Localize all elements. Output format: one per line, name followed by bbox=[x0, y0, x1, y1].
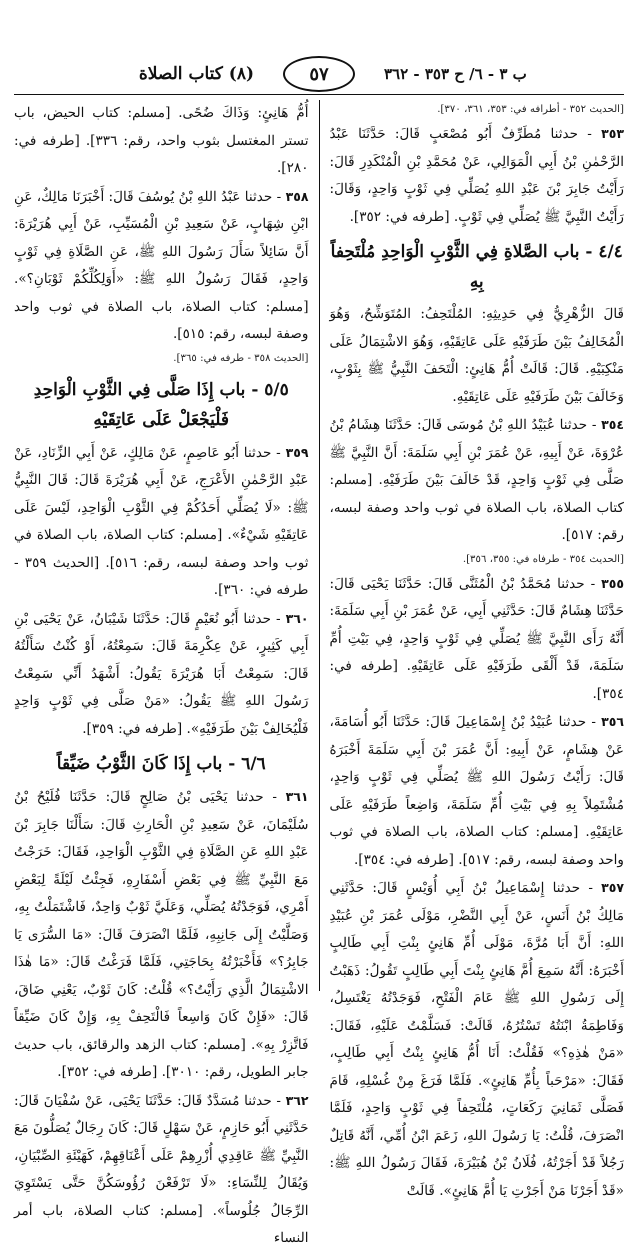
page-number: ٥٧ bbox=[309, 63, 329, 85]
hadith-text: - حدثنا أَبُو عَاصِمٍ، عَنْ مَالِكٍ، عَنْ أَبِي الزِّنَادِ، عَنْ عَبْدِ الرَّحْمٰنِ الأَعْرَجِ، عَنْ أَبِي هُرَيْرَةَ قَالَ: قَالَ النَّبِيُّ ﷺ: «لَا يُصَلِّي أَحَدُكُمْ فِي الثَّوْبِ الْوَاحِدِ، لَيْسَ عَلَى عَاتِقَيْهِ شَيْءٌ». [مسلم: كتاب الصلاة، باب الصلاة في ثوب واحد وصفة لبسه، رقم: ٥١٦]. [الحديث ٣٥٩ - طرفه في: ٣٦٠]. bbox=[13, 444, 309, 598]
hadith-paragraph bbox=[14, 1087, 309, 1253]
hadith-text: - حدثنا مُسَدَّدٌ قَالَ: حَدَّثَنَا يَحْيَى، عَنْ سُفْيَانَ قَالَ: حَدَّثَنِي أَبُو حَازِمٍ، عَنْ سَهْلٍ قَالَ: كَانَ رِجَالٌ يُصَلُّونَ مَعَ النَّبِيِّ ﷺ عَاقِدِي أُزْرِهِمْ عَلَى أَعْنَاقِهِمْ، كَهَيْئَةِ الصِّبْيَانِ، وَيُقَالُ لِلنِّسَاءِ: «لَا تَرْفَعْنَ رُؤُوسَكُنَّ حَتَّى يَسْتَوِيَ الرِّجَالُ جُلُوساً». [مسلم: كتاب الصلاة، باب أمر النساء bbox=[13, 1092, 309, 1246]
header-divider bbox=[14, 94, 624, 95]
text-columns bbox=[13, 100, 624, 1246]
chapter-heading: ٤/٤ - باب الصَّلاةِ فِي الثَّوْبِ الْوَاحِدِ مُلْتَحِفاً بِهِ bbox=[330, 242, 623, 292]
hadith-text: - حدثنا مُحَمَّدُ بْنُ الْمُثَنَّى قَالَ: حَدَّثَنَا يَحْيَى قَالَ: حَدَّثَنَا هِشَامٌ قَالَ: حَدَّثَنِي أَبِي، عَنْ عُمَرَ بْنِ أَبِي سَلَمَةَ: أَنَّهُ رَأَى النَّبِيَّ ﷺ يُصَلِّي فِي ثَوْبٍ وَاحِدٍ، فِي بَيْتِ أُمِّ سَلَمَةَ، قَدْ أَلْقَى طَرَفَيْهِ عَلَى عَاتِقَيْهِ. [طرفه في: ٣٥٤]. bbox=[329, 575, 624, 702]
hadith-number: ٣٥٤ bbox=[601, 417, 624, 432]
hadith-number: ٣٥٩ bbox=[285, 444, 309, 460]
chapter-heading: ٦/٦ - باب إِذَا كَانَ الثَّوْبُ ضَيِّقاً bbox=[56, 754, 266, 774]
hadith-paragraph bbox=[329, 874, 624, 1205]
hadith-paragraph bbox=[14, 183, 309, 349]
hadith-paragraph bbox=[14, 439, 309, 605]
hadith-number: ٣٦٠ bbox=[285, 610, 309, 626]
hadith-paragraph bbox=[329, 570, 624, 709]
page-header bbox=[14, 56, 624, 92]
hadith-paragraph bbox=[14, 783, 309, 1087]
chapter-heading: ٥/٥ - باب إِذَا صَلَّى فِي الثَّوْبِ الْوَاحِدِ فَلْيَجْعَلْ عَلَى عَاتِقَيْهِ bbox=[33, 379, 289, 430]
reference-note: [الحديث ٣٥٨ - طرفه في: ٣٦٥]. bbox=[173, 352, 309, 364]
hadith-number: ٣٥٥ bbox=[601, 575, 624, 591]
column-divider bbox=[319, 100, 320, 991]
hadith-number: ٣٥٣ bbox=[601, 126, 624, 141]
hadith-number: ٣٦٢ bbox=[285, 1092, 309, 1108]
hadith-number: ٣٥٨ bbox=[285, 188, 309, 204]
reference-note: [الحديث ٣٥٤ - طرفاه في: ٣٥٥، ٣٥٦]. bbox=[462, 553, 624, 565]
hadith-number: ٣٥٧ bbox=[601, 880, 624, 895]
left-column bbox=[13, 100, 309, 1246]
text-paragraph: أُمُّ هَانِئٍ: وَذَاكَ ضُحًى. [مسلم: كتاب الحيض، باب تستر المغتسل بثوب واحد، رقم: ٣٣٦]. [طرفه في: ٢٨٠]. bbox=[13, 105, 309, 176]
hadith-text: - حدثنا أَبُو نُعَيْمٍ قَالَ: حَدَّثَنَا شَيْبَانُ، عَنْ يَحْيَى بْنِ أَبِي كَثِيرٍ، عَنْ عِكْرِمَةَ قَالَ: سَمِعْتُهُ، أَوْ كُنْتُ سَأَلْتُهُ قَالَ: سَمِعْتُ أَبَا هُرَيْرَةَ يَقُولُ: أَشْهَدُ أَنِّي سَمِعْتُ رَسُولَ اللهِ ﷺ يَقُولُ: «مَنْ صَلَّى فِي ثَوْبٍ وَاحِدٍ فَلْيُخَالِفْ بَيْنَ طَرَفَيْهِ». [طرفه في: ٣٥٩]. bbox=[13, 610, 309, 737]
hadith-paragraph bbox=[329, 411, 624, 550]
hadith-paragraph bbox=[329, 120, 624, 231]
page-number-badge bbox=[283, 56, 355, 92]
text-paragraph: قَالَ الزُّهْرِيُّ فِي حَدِيثِهِ: المُلْتَحِفُ: المُتَوَشِّحُ، وَهُوَ الْمُخَالِفُ بَيْنَ طَرَفَيْهِ عَلَى عَاتِقَيْهِ، وَهُوَ الاشْتِمَالُ عَلَى مَنْكِبَيْهِ. قَالَ: قَالَتْ أُمُّ هَانِئٍ: الْتَحَفَ النَّبِيُّ ﷺ بِثَوْبٍ، وَخَالَفَ بَيْنَ طَرَفَيْهِ عَلَى عَاتِقَيْهِ. bbox=[329, 306, 624, 405]
hadith-text: - حدثنا مُطَرِّفٌ أَبُو مُصْعَبٍ قَالَ: حَدَّثَنَا عَبْدُ الرَّحْمٰنِ بْنُ أَبِي الْمَوَالِي، عَنْ مُحَمَّدِ بْنِ الْمُنْكَدِرِ قَالَ: رَأَيْتُ جَابِرَ بْنَ عَبْدِ اللهِ يُصَلِّي فِي ثَوْبٍ وَاحِدٍ، وَقَالَ: رَأَيْتُ النَّبِيَّ ﷺ يُصَلِّي فِي ثَوْبٍ. [طرفه في: ٣٥٢]. bbox=[329, 126, 624, 225]
hadith-text: - حدثنا عُبَيْدُ اللهِ بْنُ مُوسَى قَالَ: حَدَّثَنَا هِشَامُ بْنُ عُرْوَةَ، عَنْ أَبِيهِ، عَنْ عُمَرَ بْنِ أَبِي سَلَمَةَ: أَنَّ النَّبِيَّ ﷺ صَلَّى فِي ثَوْبٍ وَاحِدٍ، قَدْ خَالَفَ بَيْنَ طَرَفَيْهِ. [مسلم: كتاب الصلاة، باب الصلاة في ثوب واحد وصفة لبسه، رقم: ٥١٧]. bbox=[329, 417, 624, 543]
reference-note: [الحديث ٣٥٢ - أطرافه في: ٣٥٣، ٣٦١، ٣٧٠]. bbox=[437, 104, 624, 115]
hadith-text: - حدثنا عَبْدُ اللهِ بْنُ يُوسُفَ قَالَ: أَخْبَرَنَا مَالِكٌ، عَنِ ابْنِ شِهَابٍ، عَنْ سَعِيدِ بْنِ الْمُسَيِّبِ، عَنْ أَبِي هُرَيْرَةَ: أَنَّ سَائِلاً سَأَلَ رَسُولَ اللهِ ﷺ، عَنِ الصَّلَاةِ فِي ثَوْبٍ وَاحِدٍ، فَقَالَ رَسُولُ اللهِ ﷺ: «أَوَلِكُلِّكُمْ ثَوْبَانِ؟». [مسلم: كتاب الصلاة، باب الصلاة في ثوب واحد وصفة لبسه، رقم: ٥١٥]. bbox=[13, 188, 309, 342]
hadith-text: - حدثنا يَحْيَى بْنُ صَالِحٍ قَالَ: حَدَّثَنَا فُلَيْحُ بْنُ سُلَيْمَانَ، عَنْ سَعِيدِ بْنِ الْحَارِثِ قَالَ: سَأَلْنَا جَابِرَ بْنَ عَبْدِ اللهِ عَنِ الصَّلَاةِ فِي الثَّوْبِ الْوَاحِدِ، فَقَالَ: خَرَجْتُ مَعَ النَّبِيِّ ﷺ فِي بَعْضِ أَسْفَارِهِ، فَجِئْتُ لَيْلَةً لِبَعْضِ أَمْرِي، فَوَجَدْتُهُ يُصَلِّي، وَعَلَيَّ ثَوْبٌ وَاحِدٌ، فَاشْتَمَلْتُ بِهِ، وَصَلَّيْتُ إِلَى جَانِبِهِ، فَلَمَّا انْصَرَفَ قَالَ: «مَا السُّرَى يَا جَابِرُ؟» فَأَخْبَرْتُهُ بِحَاجَتِي، فَلَمَّا فَرَغْتُ قَالَ: «مَا هٰذَا الاشْتِمَالُ الَّذِي رَأَيْتُ؟» قُلْتُ: كَانَ ثَوْبٌ، يَعْنِي ضَاقَ، قَالَ: «فَإِنْ كَانَ وَاسِعاً فَالْتَحِفْ بِهِ، وَإِنْ كَانَ ضَيِّقاً فَاتَّزِرْ بِهِ». [مسلم: كتاب الزهد والرقائق، باب حديث جابر الطويل، رقم: ٣٠١٠]. [طرفه في: ٣٥٢]. bbox=[13, 789, 309, 1080]
book-title: (٨) كتاب الصلاة bbox=[138, 64, 254, 84]
right-column bbox=[329, 100, 624, 1199]
hadith-text: - حدثنا عُبَيْدُ بْنُ إِسْمَاعِيلَ قَالَ: حَدَّثَنَا أَبُو أُسَامَةَ، عَنْ هِشَامٍ، عَنْ أَبِيهِ: أَنَّ عُمَرَ بْنَ أَبِي سَلَمَةَ أَخْبَرَهُ قَالَ: رَأَيْتُ رَسُولَ اللهِ ﷺ يُصَلِّي فِي ثَوْبٍ وَاحِدٍ، مُشْتَمِلاً بِهِ فِي بَيْتِ أُمِّ سَلَمَةَ، وَاضِعاً طَرَفَيْهِ عَلَى عَاتِقَيْهِ. [مسلم: كتاب الصلاة، باب الصلاة في ثوب واحد وصفة لبسه، رقم: ٥١٧]. [طرفه في: ٣٥٤]. bbox=[329, 714, 624, 868]
page-reference: ب ٣ - ٦/ ح ٣٥٣ - ٣٦٢ bbox=[384, 65, 527, 83]
hadith-paragraph bbox=[14, 605, 309, 744]
hadith-number: ٣٥٦ bbox=[601, 714, 624, 729]
hadith-paragraph bbox=[329, 708, 624, 874]
hadith-text: - حدثنا إِسْمَاعِيلُ بْنُ أَبِي أُوَيْسٍ قَالَ: حَدَّثَنِي مَالِكُ بْنُ أَنَسٍ، عَنْ أَبِي النَّضْرِ، مَوْلَى عُمَرَ بْنِ عُبَيْدِ اللهِ: أَنَّ أَبَا مُرَّةَ، مَوْلَى أُمِّ هَانِئٍ بِنْتِ أَبِي طَالِبٍ أَخْبَرَهُ: أَنَّهُ سَمِعَ أُمَّ هَانِئٍ بِنْتَ أَبِي طَالِبٍ تَقُولُ: ذَهَبْتُ إِلَى رَسُولِ اللهِ ﷺ عَامَ الْفَتْحِ، فَوَجَدْتُهُ يَغْتَسِلُ، وَفَاطِمَةُ ابْنَتُهُ تَسْتُرُهُ، قَالَتْ: فَسَلَّمْتُ عَلَيْهِ، فَقَالَ: «مَنْ هٰذِهِ؟» فَقُلْتُ: أَنَا أُمُّ هَانِئٍ بِنْتُ أَبِي طَالِبٍ، فَقَالَ: «مَرْحَباً بِأُمِّ هَانِئٍ». فَلَمَّا فَرَغَ مِنْ غُسْلِهِ، قَامَ فَصَلَّى ثَمَانِيَ رَكَعَاتٍ، مُلْتَحِفاً فِي ثَوْبٍ وَاحِدٍ، فَلَمَّا انْصَرَفَ، قُلْتُ: يَا رَسُولَ اللهِ، زَعَمَ ابْنُ أُمِّي، أَنَّهُ قَاتِلٌ رَجُلاً قَدْ أَجَرْتُهُ، فُلَانُ بْنُ هُبَيْرَةَ، فَقَالَ رَسُولُ اللهِ ﷺ: «قَدْ أَجَرْنَا مَنْ أَجَرْتِ يَا أُمَّ هَانِئٍ». قَالَتْ bbox=[329, 880, 624, 1199]
hadith-number: ٣٦١ bbox=[285, 789, 309, 804]
